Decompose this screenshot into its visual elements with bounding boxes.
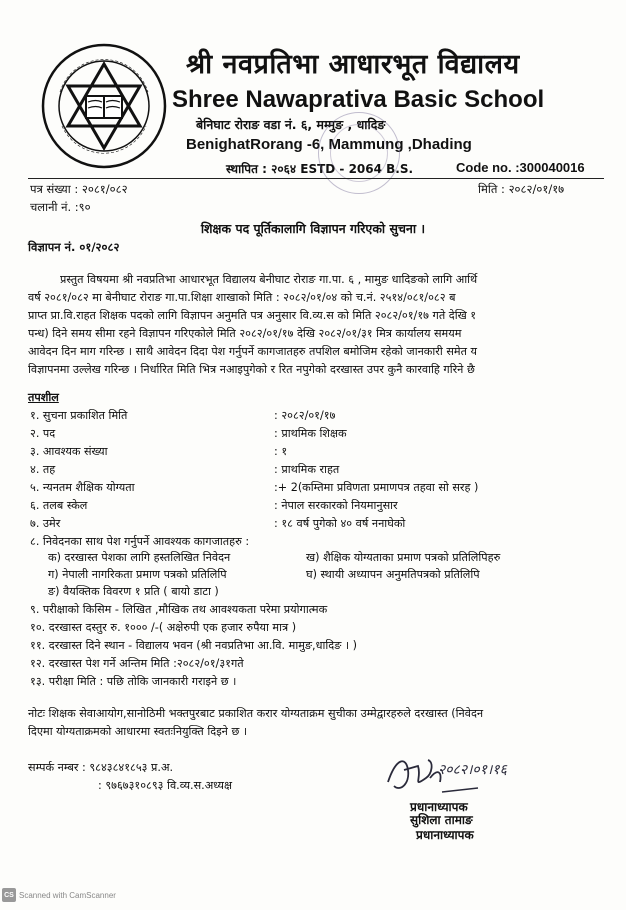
signature-date: २०८२।०१।१६ <box>438 762 507 778</box>
item-label: ६. तलब स्केल <box>30 499 88 512</box>
vigyapan-number: विज्ञापन नं. ०१/२०८२ <box>28 240 120 254</box>
body-line: प्राप्त प्रा.वि.राहत शिक्षक पदको लागि विज्ञापन अनुमति पत्र अनुसार वि.व्य.स को मिति २०८२/०१/१७ गते देखि १ <box>28 309 477 322</box>
item-11: ११. दरखास्त दिने स्थान - विद्यालय भवन (श्री नवप्रतिभा आ.वि. मामुङ,धादिङ । ) <box>30 639 358 652</box>
item-label: ३. आवश्यक संख्या <box>30 445 108 458</box>
item-value: : नेपाल सरकारको नियमानुसार <box>274 499 398 512</box>
chalani-number: चलानी नं. :९० <box>30 200 91 214</box>
item-label: १. सुचना प्रकाशित मिति <box>30 409 128 422</box>
document-item: क) दरखास्त पेशका लागि हस्तलिखित निवेदन <box>48 551 231 564</box>
item-value: : प्राथमिक शिक्षक <box>274 427 347 440</box>
document-item: ग) नेपाली नागरिकता प्रमाण पत्रको प्रतिलिपि <box>48 568 227 581</box>
document-item: ङ) वैयक्तिक विवरण १ प्रति ( बायो डाटा ) <box>48 585 219 598</box>
letter-date: मिति : २०८२/०१/१७ <box>478 182 565 196</box>
notice-heading: शिक्षक पद पूर्तिकालागि विज्ञापन गरिएको सुचना । <box>200 221 426 236</box>
item-label: २. पद <box>30 427 56 440</box>
item-value: : २०८२/०१/१७ <box>274 409 336 422</box>
body-line: आवेदन दिन माग गरिन्छ । साथै आवेदन दिदा पेश गर्नुपर्ने कागजातहरु तपशिल बमोजिम रहेको जानकारी समेत य <box>28 345 477 358</box>
item-label: ७. उमेर <box>30 517 61 530</box>
item-10: १०. दरखास्त दस्तुर रु. १००० /-( अक्षेरुपी एक हजार रुपैया मात्र ) <box>30 621 297 634</box>
tapsil-heading: तपशील <box>28 391 59 404</box>
camscanner-logo-icon: CS <box>2 888 16 902</box>
contact-smc-chair: : ९७६७३१०८९३ वि.व्य.स.अध्यक्ष <box>98 779 232 792</box>
note-line: नोटः शिक्षक सेवाआयोग,सानोठिमी भक्तपुरबाट प्रकाशित करार योग्यताक्रम सुचीका उम्मेद्वारहरुले दरखास्त (निवेदन <box>28 707 484 720</box>
document-item: ख) शैक्षिक योग्यताका प्रमाण पत्रको प्रतिलिपिहरु <box>306 551 501 564</box>
school-seal-logo <box>40 42 168 170</box>
signer-name: सुशिला तामाङ <box>410 813 473 827</box>
document-item: घ) स्थायी अध्यापन अनुमतिपत्रको प्रतिलिपि <box>306 568 480 581</box>
contact-principal: सम्पर्क नम्बर : ९८४३८४१८५३ प्र.अ. <box>28 761 174 774</box>
body-line: प्रस्तुत विषयमा श्री नवप्रतिभा आधारभूत विद्यालय बेनीघाट रोराङ गा.पा. ६ , मामुङ धादिङको लागि आर्थि <box>60 273 478 286</box>
item-8-heading: ८. निवेदनका साथ पेश गर्नुपर्ने आवश्यक कागजातहरु : <box>30 535 250 548</box>
school-name-nepali: श्री नवप्रतिभा आधारभूत विद्यालय <box>186 49 520 80</box>
established-year: स्थापित : २०६४ ESTD - 2064 B.S. <box>226 162 414 176</box>
note-line: दिएमा योग्यताक्रमको आधारमा स्वतःनियुक्ति दिइने छ । <box>28 725 248 738</box>
item-value: :+ 2(कम्तिमा प्रविणता प्रमाणपत्र तहवा सो सरह ) <box>274 481 479 494</box>
school-name-english: Shree Nawaprativa Basic School <box>172 86 545 113</box>
patra-sankhya: पत्र संख्या : २०८१/०८२ <box>30 182 128 196</box>
header-divider <box>28 178 604 179</box>
scanner-watermark <box>2 888 116 902</box>
address-english: BenighatRorang -6, Mammung ,Dhading <box>186 136 472 153</box>
item-value: : प्राथमिक राहत <box>274 463 340 476</box>
signer-title: प्रधानाध्यापक <box>410 800 468 814</box>
item-label: ५. न्यनतम शैक्षिक योग्यता <box>30 481 135 494</box>
school-code: Code no. :300040016 <box>456 160 585 175</box>
item-label: ४. तह <box>30 463 56 476</box>
body-line: वर्ष २०८१/०८२ मा बेनीघाट रोराङ गा.पा.शिक्षा शाखाको मिति : २०८२/०१/०४ को च.नं. २५१४/०८१/०८२ ब <box>28 291 456 304</box>
item-value: : १८ वर्ष पुगेको ४० वर्ष ननाघेको <box>274 517 406 530</box>
item-value: : १ <box>274 445 288 458</box>
scanner-text: Scanned with CamScanner <box>19 890 116 900</box>
address-nepali: बेनिघाट रोराङ वडा नं. ६, मम्मुङ , धादिङ <box>196 117 386 132</box>
signer-title-stamp: प्रधानाध्यापक <box>416 828 474 842</box>
item-13: १३. परीक्षा मिति : पछि तोकि जानकारी गराइने छ । <box>30 675 237 688</box>
body-line: पन्ध) दिने समय सीमा रहने विज्ञापन गरिएकोले मिति २०८२/०१/१७ देखि २०८२/०१/३१ मित्र कार्यालय समयम <box>28 327 462 340</box>
item-9: ९. परीक्षाको किसिम - लिखित ,मौखिक तथ आवश्यकता परेमा प्रयोगात्मक <box>30 603 328 616</box>
body-line: विज्ञापनमा उल्लेख गरिन्छ । निर्धारित मिति भित्र नआइपुगेको र रित नपुगेको दरखास्त उपर कुनै कारवाहि गरिने छै <box>28 363 475 376</box>
item-12: १२. दरखास्त पेश गर्ने अन्तिम मिति :२०८२/०१/३१गते <box>30 657 244 670</box>
faded-stamp-inner <box>330 124 388 182</box>
